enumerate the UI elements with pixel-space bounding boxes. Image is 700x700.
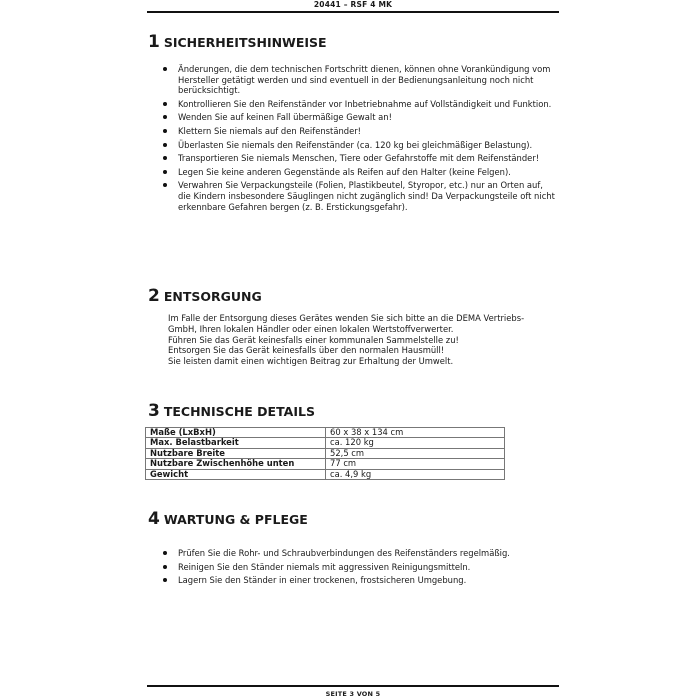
section-heading-sicherheitshinweise <box>148 34 327 51</box>
spec-value: ca. 120 kg <box>326 438 505 448</box>
spec-value: 52,5 cm <box>326 448 505 458</box>
safety-bullet-list <box>163 64 558 215</box>
table-row <box>146 428 505 438</box>
bullet-icon <box>163 156 167 160</box>
list-item-text: Verwahren Sie Verpackungsteile (Folien, Plastikbeutel, Styropor, etc.) nur an Orten auf, die Kindern insbesondere Säuglingen nicht zugänglich sind! Da Verpackungsteile oft nicht erkennbare Gefahren bergen (z. B. Erstickungsgefahr). <box>178 180 555 212</box>
bullet-icon <box>163 143 167 147</box>
bullet-icon <box>163 183 167 187</box>
spec-label: Gewicht <box>146 469 326 479</box>
header-title: 20441 – RSF 4 MK <box>313 0 393 9</box>
spec-label: Nutzbare Zwischenhöhe unten <box>146 459 326 469</box>
list-item <box>163 575 558 586</box>
bullet-icon <box>163 551 167 555</box>
list-item-text: Transportieren Sie niemals Menschen, Tiere oder Gefahrstoffe mit dem Reifenständer! <box>178 153 540 164</box>
list-item-text: Überlasten Sie niemals den Reifenständer (ca. 120 kg bei gleichmäßiger Belastung). <box>178 139 533 150</box>
spec-value: 60 x 38 x 134 cm <box>326 428 505 438</box>
section-number: 3 <box>148 401 160 421</box>
table-row <box>146 438 505 448</box>
section-title: SICHERHEITSHINWEISE <box>163 35 327 50</box>
list-item <box>163 112 558 123</box>
disposal-paragraph <box>168 313 560 367</box>
spec-value: ca. 4,9 kg <box>326 469 505 479</box>
paragraph-line: Im Falle der Entsorgung dieses Gerätes wenden Sie sich bitte an die DEMA Vertriebs- <box>168 313 525 323</box>
section-heading-technische-details <box>148 403 315 420</box>
table-row <box>146 448 505 458</box>
footer-divider <box>147 685 559 687</box>
section-title: TECHNISCHE DETAILS <box>163 404 315 419</box>
paragraph-line: Sie leisten damit einen wichtigen Beitrag zur Erhaltung der Umwelt. <box>168 356 454 367</box>
bullet-icon <box>163 129 167 133</box>
section-title: WARTUNG & PFLEGE <box>163 512 308 527</box>
list-item <box>163 562 558 573</box>
bullet-icon <box>163 565 167 569</box>
list-item-text: Kontrollieren Sie den Reifenständer vor Inbetriebnahme auf Vollständigkeit und Funktion. <box>178 98 552 109</box>
list-item-text: Wenden Sie auf keinen Fall übermäßige Gewalt an! <box>178 112 392 123</box>
list-item-text: Legen Sie keine anderen Gegenstände als Reifen auf den Halter (keine Felgen). <box>178 166 511 177</box>
list-item-text: Lagern Sie den Ständer in einer trockenen, frostsicheren Umgebung. <box>178 575 467 586</box>
page-number: SEITE 3 VON 5 <box>325 690 381 698</box>
bullet-icon <box>163 115 167 119</box>
section-number: 4 <box>148 509 160 529</box>
paragraph-line: GmbH, Ihren lokalen Händler oder einen lokalen Wertstoffverwerter. <box>168 323 454 334</box>
list-item <box>163 99 558 110</box>
section-number: 1 <box>148 32 160 52</box>
section-heading-wartung-pflege <box>148 511 308 528</box>
section-title: ENTSORGUNG <box>163 289 262 304</box>
list-item-text: Reinigen Sie den Ständer niemals mit aggressiven Reinigungsmitteln. <box>178 561 471 572</box>
list-item <box>163 548 558 559</box>
table-row <box>146 459 505 469</box>
paragraph-line: Entsorgen Sie das Gerät keinesfalls über den normalen Hausmüll! <box>168 345 445 356</box>
spec-label: Max. Belastbarkeit <box>146 438 326 448</box>
list-item <box>163 167 558 178</box>
specs-table <box>145 427 505 480</box>
bullet-icon <box>163 102 167 106</box>
list-item-text: Änderungen, die dem technischen Fortschritt dienen, können ohne Vorankündigung vom Hersteller getätigt werden und sind eventuell in der Bedienungsanleitung noch nicht berücksichtigt. <box>178 64 551 96</box>
list-item <box>163 140 558 151</box>
paragraph-line: Führen Sie das Gerät keinesfalls einer kommunalen Sammelstelle zu! <box>168 334 459 345</box>
list-item <box>163 126 558 137</box>
spec-label: Maße (LxBxH) <box>146 428 326 438</box>
section-heading-entsorgung <box>148 288 262 305</box>
spec-value: 77 cm <box>326 459 505 469</box>
list-item-text: Klettern Sie niemals auf den Reifenständer! <box>178 125 362 136</box>
maintenance-bullet-list <box>163 548 558 589</box>
spec-label: Nutzbare Breite <box>146 448 326 458</box>
table-row <box>146 469 505 479</box>
bullet-icon <box>163 578 167 582</box>
list-item <box>163 180 558 212</box>
section-number: 2 <box>148 286 160 306</box>
bullet-icon <box>163 67 167 71</box>
header-divider <box>147 11 559 13</box>
list-item-text: Prüfen Sie die Rohr- und Schraubverbindungen des Reifenständers regelmäßig. <box>178 548 510 558</box>
list-item <box>163 64 558 96</box>
bullet-icon <box>163 170 167 174</box>
list-item <box>163 153 558 164</box>
